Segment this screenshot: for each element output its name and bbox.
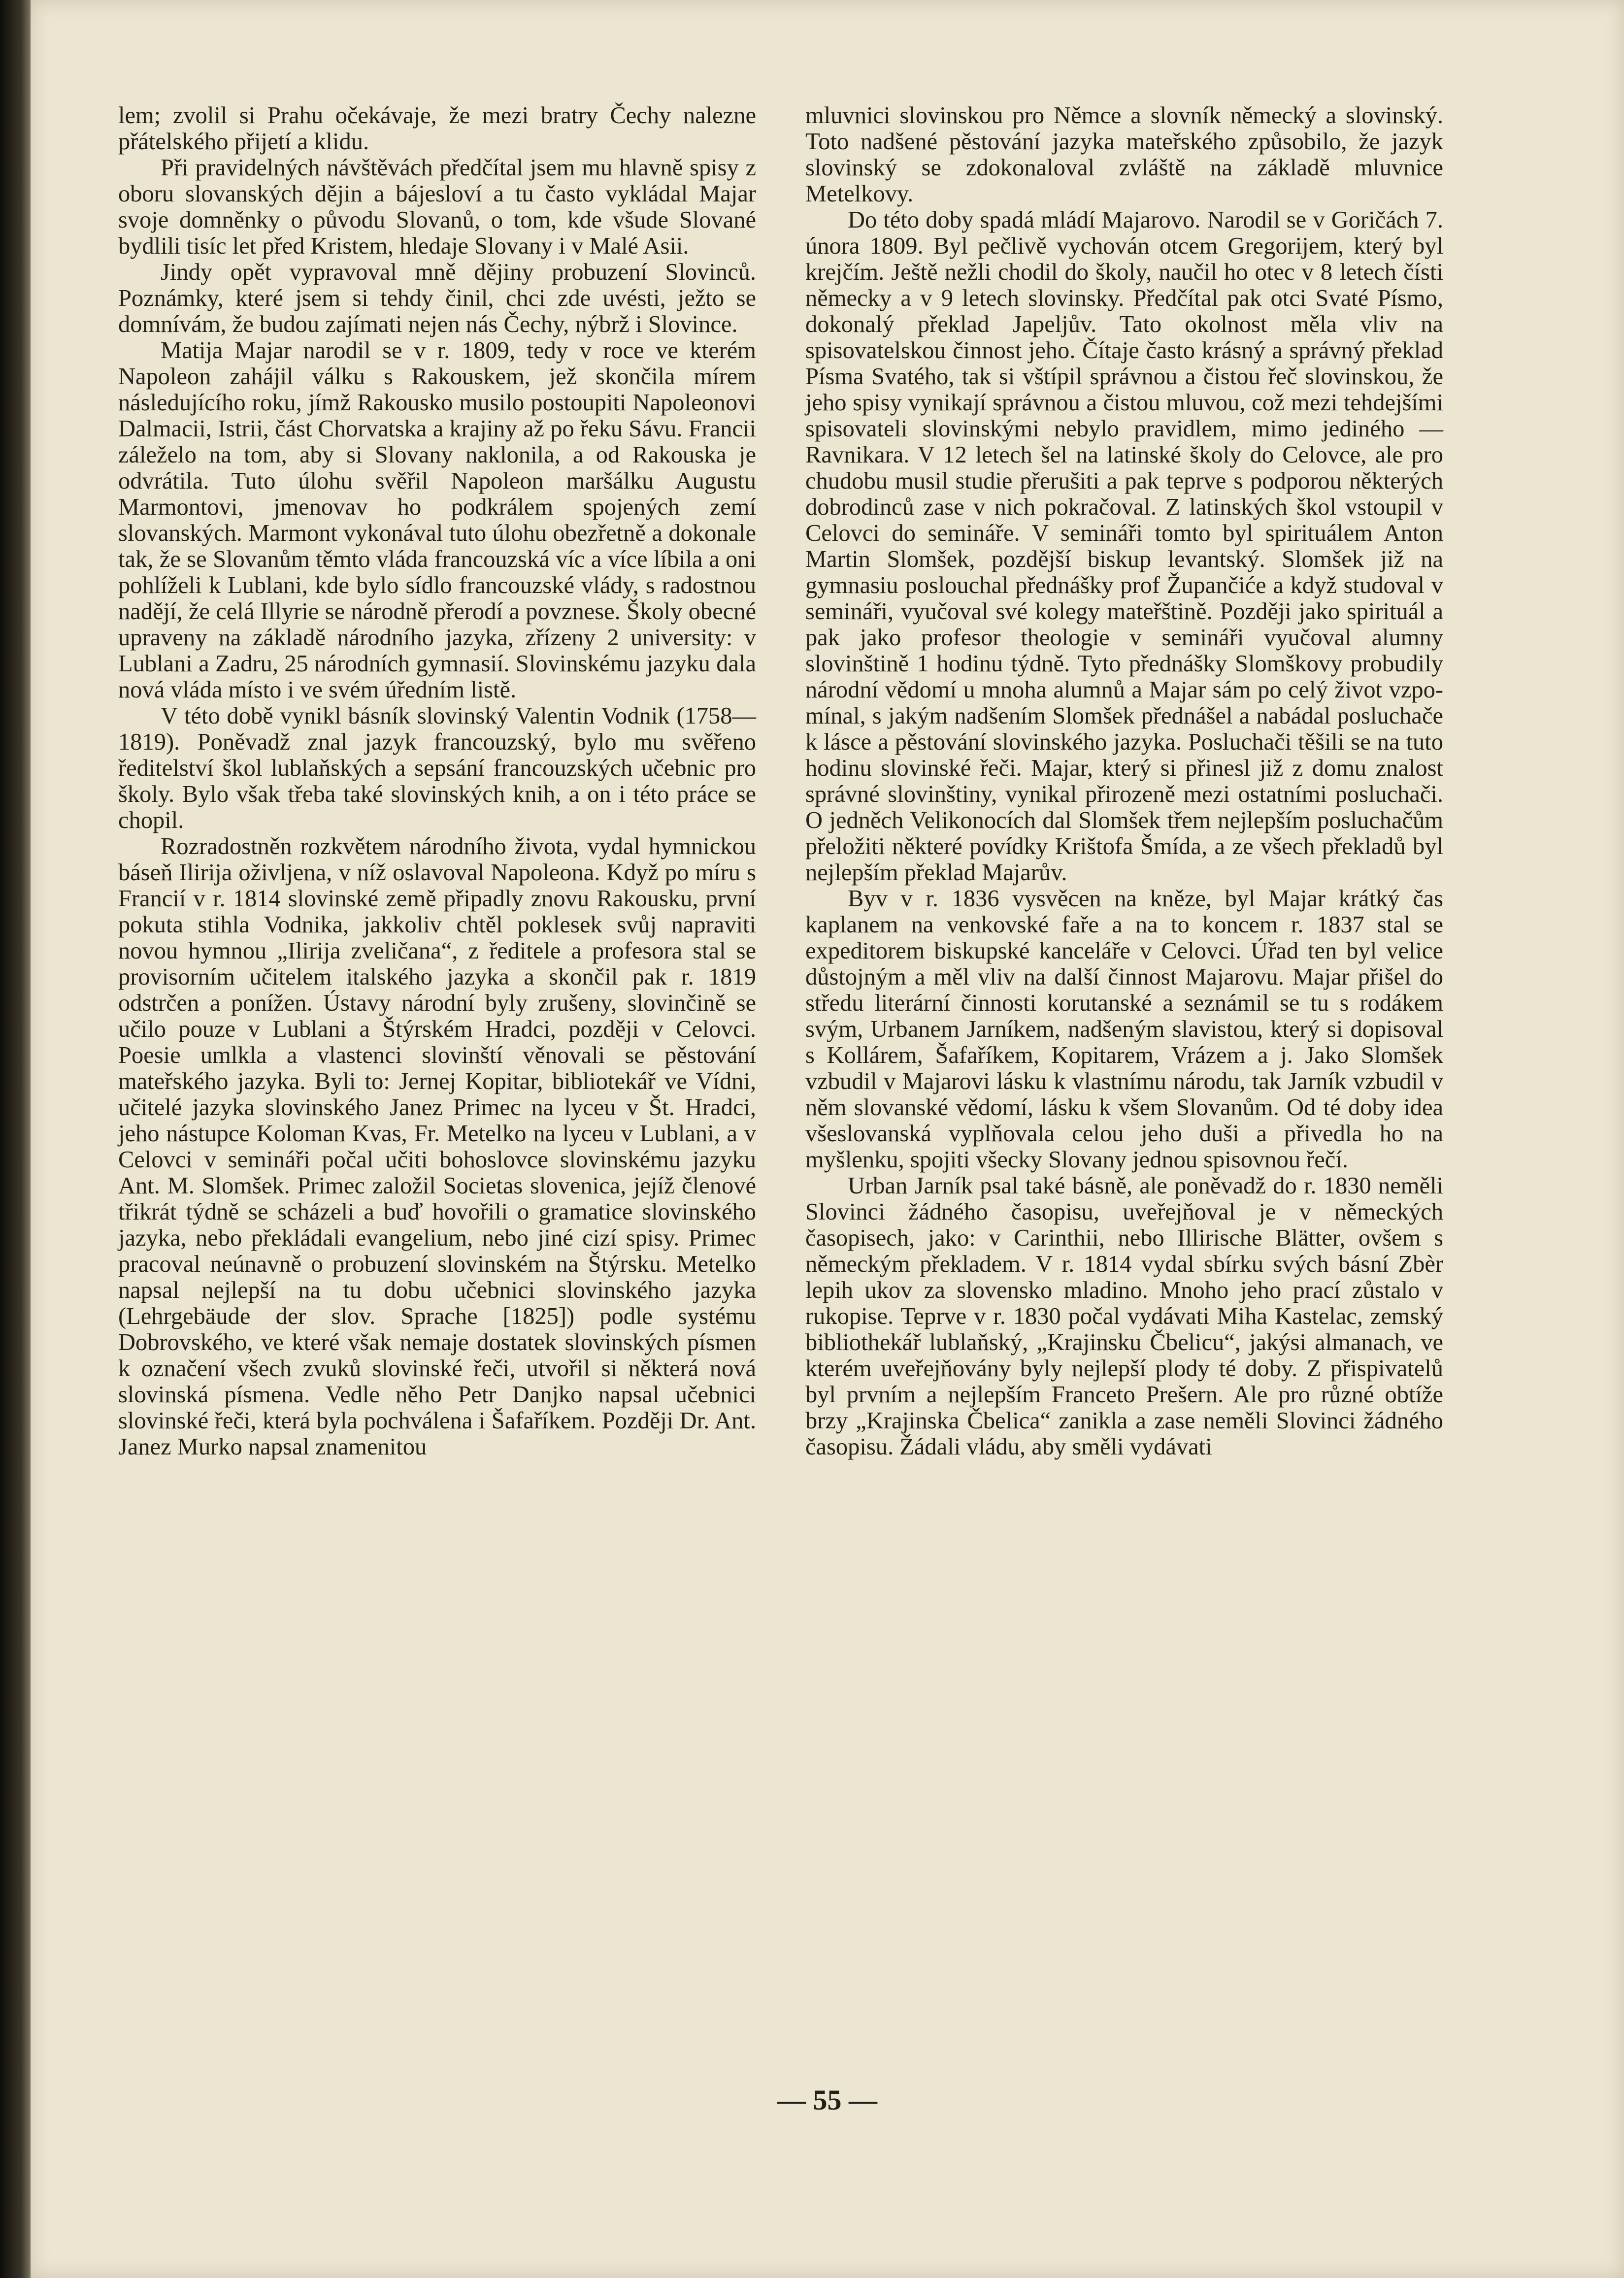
- page-number: — 55 —: [777, 2084, 877, 2116]
- paragraph: mluvnici slovinskou pro Němce a slovník německý a slovinský. Toto nadšené pěstování jazyka mateřského způsobilo, že jazyk slovinský se zdokonaloval zvláště na základě mluvnice Metelkovy.: [805, 102, 1443, 207]
- paragraph: V této době vynikl básník slovinský Valentin Vodnik (1758—1819). Poněvadž znal jazyk francouzský, bylo mu svěřeno ředitelství škol lublaňských a sepsání francouzských učebnic pro školy. Bylo však třeba také slovinských knih, a on i této práce se chopil.: [118, 703, 756, 833]
- right-column: [805, 102, 1443, 1460]
- paragraph: Urban Jarník psal také básně, ale poněvadž do r. 1830 neměli Slovinci žádného časopisu, uveřejňoval je v německých časopisech, jako: v Carinthii, nebo Illirische Blätter, ovšem s německým překladem. V r. 1814 vydal sbírku svých básní Zbèr lepih ukov za slovensko mladino. Mnoho jeho prací zůstalo v rukopise. Teprve v r. 1830 počal vydávati Miha Kastelac, zemský bibliothekář lublaňský, „Krajinsku Čbelicu“, jakýsi almanach, ve kterém uveřejňovány byly nejlepší plody té doby. Z přispivatelů byl prvním a nejlepším Franceto Prešern. Ale pro různé obtíže brzy „Krajinska Čbelica“ zanikla a zase neměli Slovinci žádného časopisu. Žádali vládu, aby směli vydávati: [805, 1173, 1443, 1460]
- paragraph: Matija Majar narodil se v r. 1809, tedy v roce ve kterém Napoleon zahájil válku s Rakouskem, jež skončila mírem následujícího roku, jímž Rakousko musilo postoupiti Napoleonovi Dalmacii, Istrii, část Chorvatska a krajiny až po řeku Sávu. Francii záleželo na tom, aby si Slovany naklonila, a od Rakouska je odvrátila. Tuto úlohu svěřil Napoleon maršálku Augustu Marmontovi, jmenovav ho podkrálem spojených zemí slovanských. Marmont vykonával tuto úlohu obezřetně a dokonale tak, že se Slovanům těmto vláda francouzská víc a více líbila a oni pohlíželi k Lublani, kde bylo sídlo francouzské vlády, s radostnou nadějí, že celá Illyrie se národně přerodí a povznese. Školy obecné upraveny na základě národního jazyka, zřízeny 2 university: v Lublani a Zadru, 25 národních gymnasií. Slovinskému jazyku dala nová vláda místo i ve svém úředním listě.: [118, 337, 756, 703]
- paragraph: Při pravidelných návštěvách předčítal jsem mu hlavně spisy z oboru slovanských dějin a bájesloví a tu často vykládal Majar svoje domněnky o původu Slovanů, o tom, kde všude Slované bydlili tisíc let před Kristem, hledaje Slovany i v Malé Asii.: [118, 155, 756, 259]
- paragraph: Jindy opět vypravoval mně dějiny probuzení Slovinců. Poznámky, které jsem si tehdy činil, chci zde uvésti, ježto se domnívám, že budou zajímati nejen nás Čechy, nýbrž i Slovince.: [118, 259, 756, 337]
- paragraph: Do této doby spadá mládí Majarovo. Narodil se v Goričách 7. února 1809. Byl pečlivě vychován otcem Gregorijem, který byl krejčím. Ještě nežli chodil do školy, naučil ho otec v 8 letech čísti německy a v 9 letech slovinsky. Předčítal pak otci Svaté Písmo, dokonalý překlad Japeljův. Tato okolnost měla vliv na spisovatelskou činnost jeho. Čítaje často krásný a správný překlad Písma Svatého, tak si vštípil správnou a čistou řeč slovinskou, že jeho spisy vynikají správnou a čistou mluvou, což mezi tehdejšími spisovateli slovinskými nebylo pravidlem, mimo jediného — Ravnikara. V 12 letech šel na latinské školy do Celovce, ale pro chudobu musil studie přerušiti a pak teprve s podporou některých dobrodinců zase v nich pokračoval. Z latinských škol vstoupil v Celovci do semináře. V semináři tomto byl spirituálem Anton Martin Slomšek, pozdější biskup levantský. Slomšek již na gymnasiu poslouchal přednášky prof Župančiće a když studoval v semináři, vyučoval své kolegy mateřštině. Později jako spirituál a pak jako profesor theologie v semináři vyučoval alumny slovinštině 1 hodinu týdně. Tyto přednášky Slomškovy probudily národní vědomí u mnoha alumnů a Majar sám po celý život vzpomínal, s jakým nadšením Slomšek přednášel a nabádal posluchače k lásce a pěstování slovinského jazyka. Posluchači těšili se na tuto hodinu slovinské řeči. Majar, který si přinesl již z domu znalost správné slovinštiny, vynikal přirozeně mezi ostatními posluchači. O jedněch Velikonocích dal Slomšek třem nejlepším posluchačům přeložiti některé povídky Krištofa Šmída, a ze všech překladů byl nejlepším překlad Majarův.: [805, 207, 1443, 886]
- paragraph: Byv v r. 1836 vysvěcen na kněze, byl Majar krátký čas kaplanem na venkovské faře a na to koncem r. 1837 stal se expeditorem biskupské kanceláře v Celovci. Úřad ten byl velice důstojným a měl vliv na další činnost Majarovu. Majar přišel do středu literární činnosti korutanské a seznámil se tu s rodákem svým, Urbanem Jarníkem, nadšeným slavistou, který si dopisoval s Kollárem, Šafaříkem, Kopitarem, Vrázem a j. Jako Slomšek vzbudil v Majarovi lásku k vlastnímu národu, tak Jarník vzbudil v něm slovanské vědomí, lásku k všem Slovanům. Od té doby idea všeslovanská vyplňovala celou jeho duši a přivedla ho na myšlenku, spojiti všecky Slovany jednou spisovnou řečí.: [805, 886, 1443, 1173]
- left-column: [118, 102, 756, 1460]
- paragraph: Rozradostněn rozkvětem národního života, vydal hymnickou báseň Ilirija oživljena, v níž oslavoval Napoleona. Když po míru s Francií v r. 1814 slovinské země připadly znovu Rakousku, první pokuta stihla Vodnika, jakkoliv chtěl poklesek svůj napraviti novou hymnou „Ilirija zveličana“, z ředitele a profesora stal se provisorním učitelem italského jazyka a skončil pak r. 1819 odstrčen a ponížen. Ústavy národní byly zrušeny, slovinčině se učilo pouze v Lublani a Štýrském Hradci, později v Celovci. Poesie umlkla a vlastenci slovinští věnovali se pěstování mateřského jazyka. Byli to: Jernej Kopitar, bibliotekář ve Vídni, učitelé jazyka slovinského Janez Primec na lyceu v Št. Hradci, jeho nástupce Koloman Kvas, Fr. Metelko na lyceu v Lublani, a v Celovci v semináři počal učiti bohoslovce slovinskému jazyku Ant. M. Slomšek. Primec založil Societas slovenica, jejíž členové třikrát týdně se scházeli a buď hovořili o gramatice slovinského jazyka, nebo překládali evangelium, nebo jiné cizí spisy. Primec pracoval neúnavně o probuzení slovinském na Štýrsku. Metelko napsal nejlepší na tu dobu učebnici slovinského jazyka (Lehrgebäude der slov. Sprache [1825]) podle systému Dobrovského, ve které však nemaje dostatek slovinských písmen k označení všech zvuků slovinské řeči, utvořil si některá nová slovinská písmena. Vedle něho Petr Danjko napsal učebnici slovinské řeči, která byla pochválena i Šafaříkem. Později Dr. Ant. Janez Murko napsal znamenitou: [118, 833, 756, 1460]
- book-spine: [0, 0, 31, 2278]
- book-page: [31, 0, 1624, 2278]
- paragraph: lem; zvolil si Prahu očekávaje, že mezi bratry Čechy nalezne přátelského přijetí a klidu.: [118, 102, 756, 155]
